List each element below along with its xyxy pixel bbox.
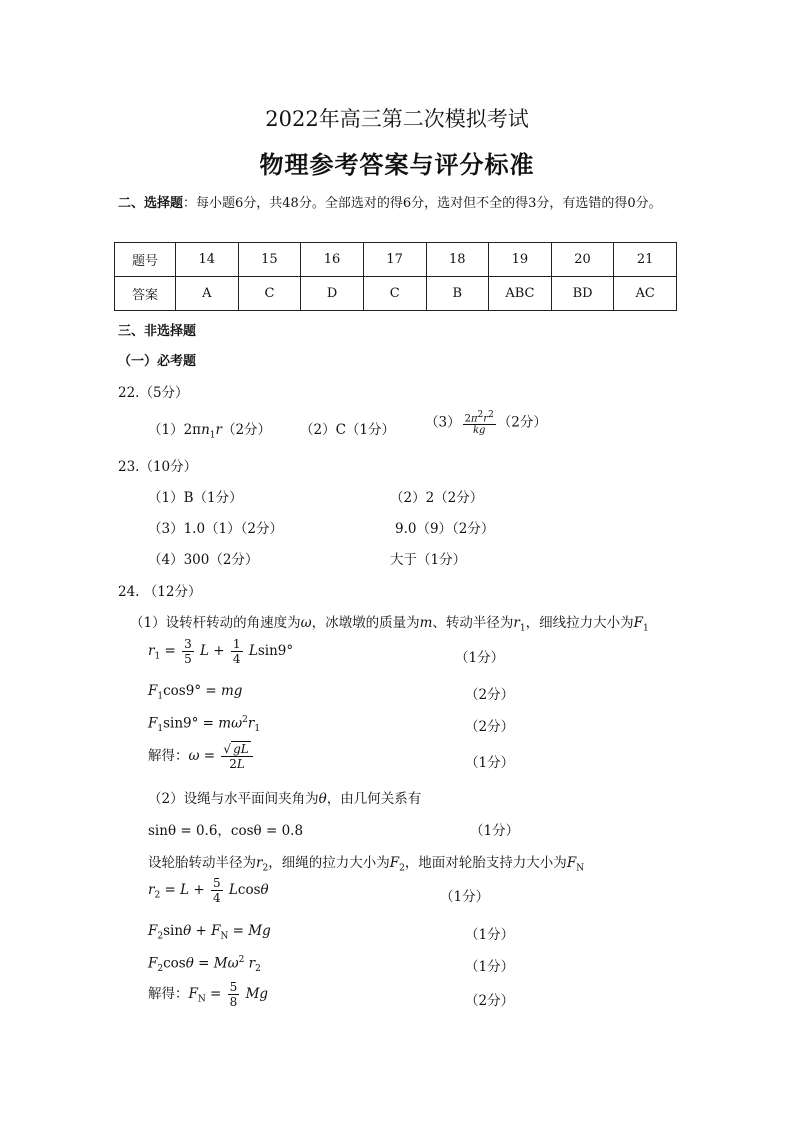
table-cell: A bbox=[176, 277, 239, 311]
table-cell: 18 bbox=[426, 243, 489, 277]
tire-intro-mid1: ，细绳的拉力大小为 bbox=[268, 855, 390, 871]
table-cell: ABC bbox=[489, 277, 552, 311]
fraction-omega: $\frac{√ gL}{2L}$ bbox=[221, 742, 252, 771]
section-2-heading: 二、选择题 bbox=[118, 196, 184, 211]
part2-intro-post: ，由几何关系有 bbox=[326, 791, 422, 807]
q24-score-r1: （1分） bbox=[455, 650, 505, 666]
q23-answer-5: （4）300（2分） bbox=[148, 552, 259, 568]
fraction-5-8: $\frac{5}{8}$ bbox=[229, 980, 238, 1009]
table-cell: BD bbox=[551, 277, 614, 311]
q24-score-f2cos: （1分） bbox=[465, 959, 515, 975]
table-cell: 16 bbox=[301, 243, 364, 277]
q22-title: 22.（5分） bbox=[118, 385, 189, 401]
q24-score-f1sin: （2分） bbox=[465, 719, 515, 735]
q24-eq-f1cos: $F_1\cos 9^\circ$ = mg bbox=[148, 683, 243, 702]
exam-title: 2022年高三第二次模拟考试 bbox=[265, 107, 529, 131]
q23-answer-3: （3）1.0（1）（2分） bbox=[148, 521, 283, 537]
q24-intro: （1）设转杆转动的角速度为ω，冰墩墩的质量为m、转动半径为$r_1$，细线拉力大小为$F_1$ bbox=[130, 615, 649, 634]
q24-score-omega: （1分） bbox=[465, 755, 515, 771]
table-cell: C bbox=[363, 277, 426, 311]
table-cell: 21 bbox=[614, 243, 677, 277]
fraction-5-4: $\frac{5}{4}$ bbox=[212, 876, 221, 905]
table-cell: D bbox=[301, 277, 364, 311]
table-cell: AC bbox=[614, 277, 677, 311]
table-header-answer: 答案 bbox=[115, 277, 176, 311]
table-row-answers bbox=[115, 277, 677, 311]
table-cell: 14 bbox=[176, 243, 239, 277]
table-row-numbers bbox=[115, 243, 677, 277]
q22-part3 bbox=[425, 410, 547, 436]
q24-eq-f2sin: $F_2\sin\theta + F_N = Mg$ bbox=[148, 923, 271, 942]
q22-part3-pre: （3） bbox=[425, 414, 461, 431]
q22-part1-score: （2分） bbox=[221, 422, 272, 438]
fraction-3-5: $\frac{3}{5}$ bbox=[184, 637, 192, 666]
q24-eq-f1sin: $F_1\sin 9^\circ = m\omega^2r_1$ bbox=[148, 715, 261, 735]
q23-title: 23.（10分） bbox=[118, 459, 198, 475]
q22-part3-score: （2分） bbox=[497, 414, 547, 431]
q24-tire-intro: 设轮胎转动半径为$r_2$，细绳的拉力大小为$F_2$，地面对轮胎支持力大小为$F_N$ bbox=[148, 855, 585, 874]
tire-intro-pre: 设轮胎转动半径为 bbox=[148, 855, 256, 871]
q24-eq-f2cos: $F_2\cos\theta = M\omega^2$ $r_2$ bbox=[148, 955, 261, 975]
table-cell: 17 bbox=[363, 243, 426, 277]
table-cell: 19 bbox=[489, 243, 552, 277]
q22-part1: $(1)2\pi n_1r(2$分） bbox=[148, 422, 272, 441]
answer-key-title: 物理参考答案与评分标准 bbox=[259, 150, 535, 179]
q24-sin-cos: sinθ = 0.6，cosθ = 0.8 bbox=[148, 823, 304, 839]
q22-fraction: $\frac{2\pi^2r^2}{kg}$ bbox=[464, 410, 494, 437]
q24-score-r2: （1分） bbox=[440, 889, 490, 905]
q24-solution-fn: 解得：$F_N$ = $\frac{5}{8}$ Mg bbox=[148, 980, 269, 1009]
q23-answer-2: （2）2（2分） bbox=[390, 490, 484, 506]
q23-answer-4: 9.0（9）（2分） bbox=[395, 521, 495, 537]
table-header-number: 题号 bbox=[115, 243, 176, 277]
table-cell: 15 bbox=[238, 243, 301, 277]
section-2-text: ：每小题6分，共48分。全部选对的得6分，选对但不全的得3分，有选错的得0分。 bbox=[183, 196, 662, 211]
table-cell: B bbox=[426, 277, 489, 311]
section-2-description bbox=[118, 187, 683, 220]
q24-eq-r2: $r_2 = L$ + $\frac{5}{4}$ Lcosθ bbox=[148, 876, 269, 905]
tire-intro-mid2: ，地面对轮胎支持力大小为 bbox=[404, 855, 567, 871]
answer-table bbox=[114, 242, 677, 311]
q23-answer-1: （1）B（1分） bbox=[148, 490, 243, 506]
q22-part1-pre: （1）2π bbox=[148, 422, 202, 438]
q22-part2: （2）C（1分） bbox=[300, 422, 396, 438]
part2-intro-pre: （2）设绳与水平面间夹角为 bbox=[148, 791, 319, 807]
table-cell: 20 bbox=[551, 243, 614, 277]
fraction-1-4: $\frac{1}{4}$ bbox=[232, 637, 241, 666]
q24-solution-omega: 解得：ω = $\frac{√ gL}{2L}$ bbox=[148, 742, 255, 771]
q24-score-f2sin: （1分） bbox=[465, 927, 515, 943]
q24-intro-pre: （1）设转杆转动的角速度为 bbox=[130, 615, 301, 631]
q24-intro-mid3: ，细线拉力大小为 bbox=[525, 615, 634, 631]
q23-answer-6: 大于（1分） bbox=[390, 552, 467, 568]
solve-label: 解得： bbox=[148, 986, 189, 1002]
q24-intro-mid2: 、转动半径为 bbox=[432, 615, 514, 631]
q24-title: 24. （12分） bbox=[118, 584, 202, 600]
section-3-heading: 三、非选择题 bbox=[118, 324, 197, 339]
solve-label: 解得： bbox=[148, 748, 189, 764]
q24-score-f1cos: （2分） bbox=[465, 687, 515, 703]
q24-eq-r1: $r_1$ = $\frac{3}{5}$ L + $\frac{1}{4}$ Lsin9° bbox=[148, 637, 294, 666]
table-cell: C bbox=[238, 277, 301, 311]
q24-score-fn: （2分） bbox=[465, 993, 515, 1009]
q24-score-sincos: （1分） bbox=[470, 823, 520, 839]
q24-part2-intro: （2）设绳与水平面间夹角为θ，由几何关系有 bbox=[148, 791, 422, 807]
required-questions-heading: （一）必考题 bbox=[118, 354, 197, 369]
q24-intro-mid1: ，冰墩墩的质量为 bbox=[311, 615, 420, 631]
